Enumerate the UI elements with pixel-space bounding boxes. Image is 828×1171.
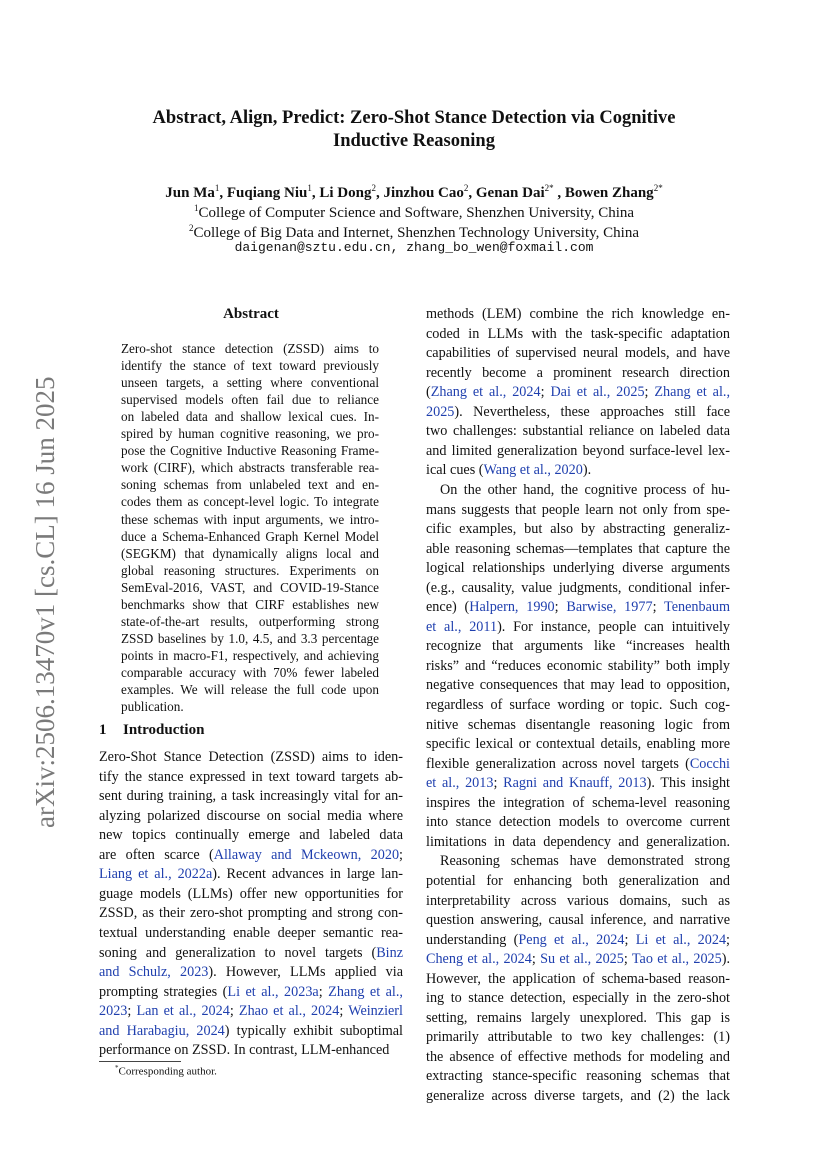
text-span: limitations in data dependency and generalization. bbox=[426, 833, 730, 850]
text-span: specific lexical or contextual details, enabling more bbox=[426, 736, 730, 753]
text-span: recognize that arguments like “increases health bbox=[426, 638, 730, 655]
text-line bbox=[426, 364, 730, 384]
text-span: ; bbox=[493, 775, 504, 792]
text-line bbox=[99, 924, 403, 944]
footnote-text: Corresponding author. bbox=[118, 1065, 217, 1078]
text-line bbox=[99, 807, 403, 827]
text-line bbox=[426, 637, 730, 657]
text-span: ence) ( bbox=[426, 599, 470, 616]
text-span: primarily attributable to two key challenges: (1) bbox=[426, 1029, 730, 1046]
citation-link[interactable]: Barwise, 1977 bbox=[566, 599, 653, 616]
affiliation-1-text: College of Computer Science and Software, Shenzhen University, China bbox=[198, 205, 635, 221]
title-line-2: Inductive Reasoning bbox=[333, 131, 495, 151]
footnote-mark: * bbox=[115, 1064, 119, 1072]
text-span: ). However, LLMs applied via bbox=[208, 964, 403, 981]
citation-link[interactable]: Zhao et al., 2024 bbox=[238, 1003, 340, 1020]
text-span: risks” and “reduces economic stability” both imply bbox=[426, 657, 730, 674]
text-line bbox=[426, 1067, 730, 1087]
text-line bbox=[99, 885, 403, 905]
text-line bbox=[99, 826, 403, 846]
text-line bbox=[426, 676, 730, 696]
text-span: capabilities of supervised neural models, and have bbox=[426, 345, 730, 362]
text-line bbox=[99, 846, 403, 866]
text-span: ). Nevertheless, these approaches still face bbox=[454, 403, 730, 420]
text-line bbox=[426, 305, 730, 325]
text-span: question answering, causal inference, and narrative bbox=[426, 912, 730, 929]
text-span: and limited generalization beyond surface-level lex- bbox=[426, 442, 730, 459]
text-span: However, the application of schema-based reason- bbox=[426, 970, 730, 987]
text-span: ; bbox=[726, 931, 730, 948]
citation-link[interactable]: Halpern, 1990 bbox=[469, 599, 555, 616]
text-line bbox=[426, 989, 730, 1009]
text-line bbox=[99, 983, 403, 1003]
text-line bbox=[426, 520, 730, 540]
author-name: Jun Ma bbox=[165, 185, 215, 201]
text-span: new topics continually emerge and labeled data bbox=[99, 827, 403, 844]
text-line bbox=[426, 501, 730, 521]
citation-link[interactable]: Peng et al., 2024 bbox=[518, 931, 625, 948]
citation-link[interactable]: and Harabagiu, 2024 bbox=[99, 1022, 225, 1039]
text-line bbox=[426, 618, 730, 638]
abstract-line: state-of-the-art results, outperforming strong bbox=[121, 613, 379, 629]
citation-link[interactable]: Li et al., 2024 bbox=[635, 931, 727, 948]
text-span: coded in LLMs with the task-specific adaptation bbox=[426, 325, 730, 342]
abstract-line: pose the Cognitive Inductive Reasoning Frame- bbox=[121, 443, 379, 459]
text-span: ; bbox=[229, 1003, 239, 1020]
text-line bbox=[426, 716, 730, 736]
text-line bbox=[426, 735, 730, 755]
text-span: Reasoning schemas have demonstrated strong bbox=[440, 853, 730, 870]
abstract-line: Zero-shot stance detection (ZSSD) aims to bbox=[121, 341, 379, 356]
text-span: ; bbox=[644, 384, 655, 401]
abstract-line: publication. bbox=[121, 699, 184, 715]
abstract-heading: Abstract bbox=[223, 306, 279, 322]
text-span: alyzing polarized discourse on social media where bbox=[99, 807, 403, 824]
text-span: ). bbox=[721, 951, 731, 968]
text-span: ; bbox=[531, 951, 541, 968]
abstract-line: supervised models often fail due to reliance bbox=[121, 392, 379, 408]
abstract-line: examples. We will release the full code upon bbox=[121, 682, 379, 697]
text-line bbox=[99, 787, 403, 807]
author-affiliation-mark: 2* bbox=[544, 183, 554, 193]
author-name: Fuqiang Niu bbox=[226, 185, 308, 201]
text-span: ). Recent advances in large lan- bbox=[212, 866, 404, 883]
text-line bbox=[426, 755, 730, 775]
citation-link[interactable]: Wang et al., 2020 bbox=[483, 462, 583, 479]
text-line bbox=[426, 579, 730, 599]
abstract-line: soning schemas from unlabeled text and en- bbox=[121, 477, 379, 493]
citation-link[interactable]: Cocchi bbox=[689, 755, 730, 772]
text-span: ing to stance detection, especially in the zero-shot bbox=[426, 990, 730, 1007]
abstract-line: work (CIRF), which abstracts transferable rea- bbox=[121, 460, 379, 476]
text-span: ). This insight bbox=[646, 775, 730, 792]
affiliation-1-mark: 1 bbox=[193, 203, 199, 213]
text-line bbox=[426, 442, 730, 462]
text-line bbox=[99, 944, 403, 964]
abstract-line: SemEval-2016, VAST, and COVID-19-Stance bbox=[121, 579, 379, 595]
citation-link[interactable]: and Schulz, 2023 bbox=[99, 964, 209, 981]
text-line bbox=[426, 1087, 730, 1107]
text-span: potential for enhancing both generalization and bbox=[426, 872, 730, 889]
author-affiliation-mark: 2* bbox=[653, 183, 663, 193]
paper-title bbox=[100, 107, 728, 153]
text-line bbox=[426, 598, 730, 618]
abstract-line: comparable accuracy with 70% fewer labeled bbox=[121, 664, 379, 680]
text-line bbox=[99, 904, 403, 924]
text-span: ; bbox=[399, 846, 403, 863]
citation-link[interactable]: Dai et al., 2025 bbox=[550, 384, 645, 401]
text-span: ; bbox=[540, 384, 551, 401]
text-span: ). bbox=[582, 462, 592, 479]
text-line bbox=[426, 540, 730, 560]
text-line bbox=[426, 911, 730, 931]
author-affiliation-mark: 2 bbox=[463, 183, 469, 193]
text-line bbox=[99, 1002, 403, 1022]
text-span: understanding ( bbox=[426, 931, 519, 948]
citation-link[interactable]: Ragni and Knauff, 2013 bbox=[503, 775, 647, 792]
text-span: ; bbox=[624, 931, 636, 948]
text-span: cific examples, but also by abstracting generaliz- bbox=[426, 521, 730, 538]
author-affiliation-mark: 1 bbox=[214, 183, 220, 193]
text-span: ; bbox=[623, 951, 632, 968]
text-span: prompting strategies ( bbox=[99, 983, 228, 1000]
affiliation-2-mark: 2 bbox=[188, 223, 194, 233]
text-span: inspires the integration of schema-level reasoning bbox=[426, 794, 730, 811]
author-affiliation-mark: 2 bbox=[371, 183, 376, 193]
text-span: able reasoning schemas—templates that capture the bbox=[426, 540, 730, 557]
text-span: ; bbox=[554, 599, 567, 616]
text-span: into stance detection models to overcome current bbox=[426, 814, 730, 831]
text-span: extracting stance-specific reasoning schemas that bbox=[426, 1068, 730, 1085]
citation-link[interactable]: Weinzierl bbox=[348, 1003, 403, 1020]
text-span: ) typically exhibit suboptimal bbox=[224, 1022, 403, 1039]
text-span: sent during training, a task increasingly vital for an- bbox=[99, 788, 403, 805]
abstract-line: on labeled data and shallow lexical cues. In- bbox=[121, 409, 379, 425]
abstract-line: (SEGKM) that dynamically aligns local and bbox=[121, 545, 379, 561]
citation-link[interactable]: 2023 bbox=[99, 1003, 128, 1020]
text-span: textual understanding enable deeper semantic rea- bbox=[99, 924, 403, 941]
footnote-rule bbox=[99, 1061, 181, 1062]
text-line bbox=[426, 422, 730, 442]
text-span: logical relationships underlying diverse arguments bbox=[426, 560, 730, 577]
text-span: guage models (LLMs) offer new opportunities for bbox=[99, 885, 403, 902]
text-line bbox=[426, 852, 730, 872]
text-span: regardless of surface wording or topic. Such cog- bbox=[426, 697, 730, 713]
text-line bbox=[426, 559, 730, 579]
footnote bbox=[115, 1064, 217, 1078]
text-line bbox=[99, 963, 403, 983]
author-name: Bowen Zhang bbox=[564, 185, 654, 201]
text-span: performance on ZSSD. In contrast, LLM-enhanced bbox=[99, 1042, 390, 1059]
author-emails: daigenan@sztu.edu.cn, zhang_bo_wen@foxmail.com bbox=[234, 240, 594, 255]
abstract-line: identify the stance of text toward previously bbox=[121, 358, 379, 374]
text-line bbox=[426, 403, 730, 423]
text-span: the absence of effective methods for modeling and bbox=[426, 1048, 730, 1065]
citation-link[interactable]: Zhang et al., bbox=[328, 983, 403, 1000]
affiliation-2-text: College of Big Data and Internet, Shenzhen Technology University, China bbox=[193, 225, 639, 241]
citation-link[interactable]: Zhang et al., 2024 bbox=[430, 384, 541, 401]
abstract-line: codes them as concept-level logic. To integrate bbox=[121, 494, 379, 510]
abstract-line: unseen targets, a setting where conventional bbox=[121, 375, 379, 391]
text-span: methods (LEM) combine the rich knowledge en- bbox=[426, 306, 730, 322]
text-line bbox=[426, 1028, 730, 1048]
citation-link[interactable]: Allaway and Mckeown, 2020 bbox=[213, 846, 400, 863]
text-line bbox=[426, 383, 730, 403]
text-line bbox=[99, 865, 403, 885]
text-span: ZSSD, as their zero-shot prompting and strong con- bbox=[99, 905, 403, 922]
text-line bbox=[426, 970, 730, 990]
text-span: negative consequences that may lead to opposition, bbox=[426, 677, 730, 694]
text-span: ; bbox=[339, 1003, 349, 1020]
section-heading-introduction bbox=[99, 722, 204, 739]
text-line bbox=[426, 950, 730, 970]
text-line bbox=[99, 768, 403, 788]
citation-link[interactable]: Lan et al., 2024 bbox=[136, 1003, 230, 1020]
text-line bbox=[99, 748, 403, 768]
arxiv-sidebar bbox=[6, 180, 76, 980]
text-span: ; bbox=[652, 599, 665, 616]
author-affiliation-mark: 1 bbox=[307, 183, 312, 193]
text-line bbox=[426, 872, 730, 892]
abstract-line: points in macro-F1, respectively, and achieving bbox=[121, 647, 379, 663]
text-line bbox=[426, 481, 730, 501]
title-line-1: Abstract, Align, Predict: Zero-Shot Stance Detection via Cognitive bbox=[152, 108, 676, 128]
citation-link[interactable]: Cheng et al., 2024 bbox=[426, 951, 532, 968]
citation-link[interactable]: Li et al., 2023a bbox=[227, 983, 319, 1000]
text-line bbox=[426, 657, 730, 677]
abstract-line: these schemas with input arguments, we intro- bbox=[121, 511, 379, 527]
author-name: Li Dong bbox=[319, 185, 372, 201]
text-line bbox=[99, 1022, 403, 1042]
section-number: 1 bbox=[99, 722, 107, 738]
citation-link[interactable]: Tenenbaum bbox=[664, 599, 731, 616]
text-line bbox=[426, 1009, 730, 1029]
abstract-line: benchmarks show that CIRF establishes new bbox=[121, 596, 379, 612]
text-line bbox=[426, 344, 730, 364]
citation-link[interactable]: Su et al., 2025 bbox=[540, 951, 624, 968]
text-span: soning and generalization to novel targets ( bbox=[99, 944, 377, 961]
arxiv-identifier: arXiv:2506.13470v1 [cs.CL] 16 Jun 2025 bbox=[30, 376, 60, 828]
text-line bbox=[426, 794, 730, 814]
abstract-line: ZSSD baselines by 1.0, 4.5, and 3.3 percentage bbox=[121, 630, 379, 646]
author-name: Jinzhou Cao bbox=[383, 185, 464, 201]
text-span: are often scarce ( bbox=[99, 846, 214, 863]
text-line bbox=[426, 813, 730, 833]
citation-link[interactable]: Tao et al., 2025 bbox=[631, 951, 722, 968]
text-span: nitive schemas disentangle reasoning logic from bbox=[426, 716, 730, 733]
abstract-line: global reasoning structures. Experiments on bbox=[121, 562, 379, 578]
text-span: tify the stance expressed in text toward targets ab- bbox=[99, 768, 403, 785]
text-line bbox=[426, 931, 730, 951]
text-span: Zero-Shot Stance Detection (ZSSD) aims to iden- bbox=[99, 749, 403, 765]
text-line bbox=[426, 325, 730, 345]
citation-link[interactable]: 2025 bbox=[426, 403, 455, 420]
text-span: mans suggests that people learn not only from spe- bbox=[426, 501, 730, 518]
text-line bbox=[99, 1041, 403, 1061]
text-span: ical cues ( bbox=[426, 462, 484, 479]
text-span: flexible generalization across novel targets ( bbox=[426, 755, 690, 772]
citation-link[interactable]: Liang et al., 2022a bbox=[99, 866, 213, 883]
text-span: (e.g., causality, value judgments, conditional infer- bbox=[426, 579, 730, 596]
section-title: Introduction bbox=[123, 722, 205, 738]
text-line bbox=[426, 892, 730, 912]
citation-link[interactable]: et al., 2013 bbox=[426, 775, 494, 792]
text-span: On the other hand, the cognitive process of hu- bbox=[440, 481, 730, 498]
citation-link[interactable]: Binz bbox=[376, 944, 403, 961]
text-span: interpretability across various domains, such as bbox=[426, 892, 730, 909]
text-line bbox=[426, 833, 730, 853]
text-span: generalize across diverse targets, and (2) the lack bbox=[426, 1088, 730, 1104]
text-span: setting, remains largely unexplored. This gap is bbox=[426, 1009, 730, 1026]
abstract-line: duce a Schema-Enhanced Graph Kernel Model bbox=[121, 528, 379, 544]
text-line bbox=[426, 774, 730, 794]
author-name: Genan Dai bbox=[475, 185, 545, 201]
text-span: two challenges: substantial reliance on labeled data bbox=[426, 423, 730, 440]
text-line bbox=[426, 1048, 730, 1068]
text-span: ). For instance, people can intuitively bbox=[497, 618, 730, 635]
citation-link[interactable]: et al., 2011 bbox=[426, 618, 498, 635]
citation-link[interactable]: Zhang et al., bbox=[654, 384, 730, 401]
text-span: ; bbox=[127, 1003, 137, 1020]
text-span: ; bbox=[318, 983, 329, 1000]
text-line bbox=[426, 461, 730, 481]
text-line bbox=[426, 696, 730, 716]
text-span: ( bbox=[426, 384, 431, 401]
text-span: recently become a prominent research direction bbox=[426, 364, 730, 381]
abstract-line: spired by human cognitive reasoning, we pro- bbox=[121, 426, 379, 442]
author-list: Jun Ma$^1$, Fuqiang Niu$^1$, Li Dong$^2$, Jinzhou Cao$^2$, Genan Dai$^{2*}$ , Bowen Zhang$^{2*}$ bbox=[165, 183, 663, 201]
